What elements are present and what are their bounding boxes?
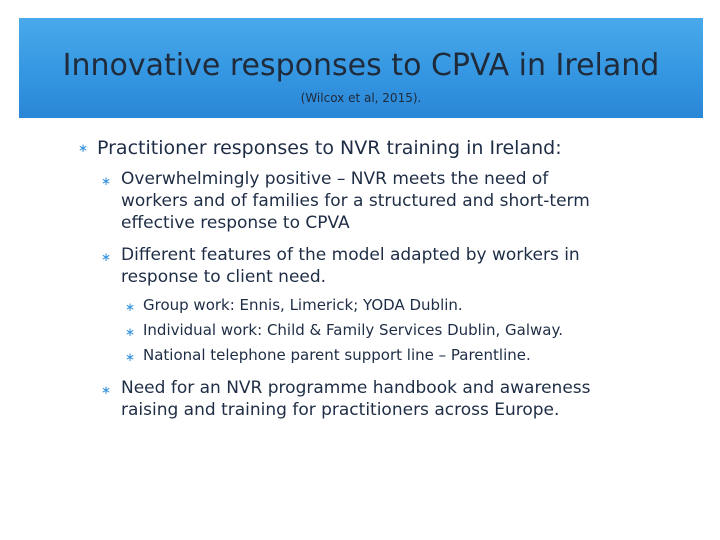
slide-title: Innovative responses to CPVA in Ireland [62,48,660,83]
bullet-icon: ∗ [78,141,89,155]
slide-subtitle: (Wilcox et al, 2015). [300,91,422,105]
bullet-line: Group work: Ennis, Limerick; YODA Dublin. [143,296,463,314]
bullet-line: Practitioner responses to NVR training in Ireland: [97,137,562,159]
bullet-line: National telephone parent support line – Parentline. [143,346,531,364]
bullet-icon: ∗ [125,325,136,339]
bullet-line: Need for an NVR programme handbook and awareness [121,378,591,398]
bullet-line: Individual work: Child & Family Services Dublin, Galway. [143,321,563,339]
bullet-line-continuation: effective response to CPVA [121,213,350,233]
bullet-icon: ∗ [101,383,112,397]
bullet-line-continuation: workers and of families for a structured and short-term [121,191,590,211]
bullet-icon: ∗ [101,250,112,264]
bullet-icon: ∗ [101,174,112,188]
bullet-line: Overwhelmingly positive – NVR meets the need of [121,169,549,189]
bullet-line-continuation: response to client need. [121,267,327,287]
bullet-icon: ∗ [125,350,136,364]
bullet-line: Different features of the model adapted by workers in [121,245,580,265]
bullet-icon: ∗ [125,300,136,314]
bullet-line-continuation: raising and training for practitioners across Europe. [121,400,560,420]
